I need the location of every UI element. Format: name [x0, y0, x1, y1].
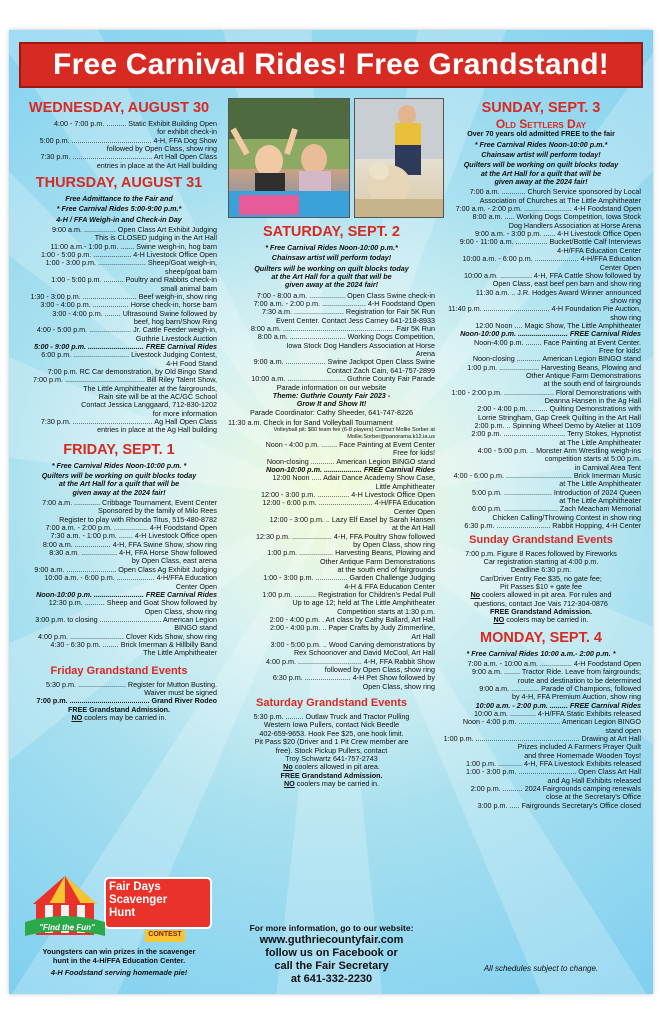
schedule-line: 6:30 p.m. ....................... 4-H Pet Show followed by Open Class, show ring — [272, 673, 435, 691]
parade-theme: Theme: Guthrie County Fair 2023 - Grow It and Show It! — [272, 390, 391, 409]
schedule-line: 1:00 p.m. ................. Harvesting Beans, Plowing and Other Antique Farm Demonstrations at the south end of fairgrounds — [267, 548, 435, 574]
schedule-line: 7:00 a.m. ............. Cribbage Tournament, Event Center Sponsored by the family of Milo Rees Register to play with Rhonda Titus, 515-480-8782 — [42, 498, 217, 524]
sunday-heading: SUNDAY, SEPT. 3 — [481, 100, 601, 116]
volleyball-details: Volleyball pit: $60 team fee (6-8 players) Contact Mollie Sorber at Mollie.Sorber@panorama.k12.ia.us — [273, 427, 435, 441]
coolers-no: NO — [283, 778, 295, 788]
schedule-line: Noon - 4:00 p.m. ..................... American Legion BINGO stand open — [462, 717, 641, 735]
schedule-line: Noon-10:00 p.m. ................... FREE Carnival Rides — [266, 464, 435, 474]
schedule-line: 9:00 a.m. - 3:00 p.m. ...... 4-H Livestock Office Open — [474, 229, 641, 239]
schedule-line: 9:00 a.m. ................ Open Class Art Exhibit Judging This is CLOSED judging in the Art Hall — [52, 225, 217, 243]
contact-info — [228, 923, 435, 986]
scavenger-hunt-info — [21, 947, 217, 977]
day-note: Chainsaw artist will perform today! — [271, 253, 392, 263]
schedule-line: 3:00 - 4:00 p.m. ........ Ultrasound Swine followed by beef, hog barn/Show Ring — [52, 308, 217, 326]
logo-line2: Scavenger — [109, 894, 168, 906]
schedule-line: 3:00 - 4:00 p.m. .................. Horse check-in, horse barn — [40, 300, 217, 310]
schedule-line: 5:00 p.m. ........................................ 4-H, FFA Dog Show followed by Open Class, show ring — [39, 135, 217, 154]
saturday-grandstand-heading: Saturday Grandstand Events — [256, 697, 407, 710]
parade-info: Parade information on our website — [276, 382, 387, 392]
schedule-line: 6:00 p.m. ............................ Livestock Judging Contest, 4-H Food Stand — [41, 350, 217, 368]
wednesday-heading: WEDNESDAY, AUGUST 30 — [28, 100, 210, 116]
schedule-line: 7:00 p.m. ........................................ Bill Riley Talent Show, The Little Amphitheater at the fairgrounds, Rain site will be at the AC/GC School Contact Jessica Langgaard, 712-830-1202 for more information — [32, 375, 217, 418]
schedule-line: 10:00 a.m. - 6:00 p.m. ...................... 4-H/FFA Education Center Open — [462, 254, 641, 272]
schedule-line: 7:00 a.m. - 2:00 p.m. ........................ 4-H Foodstand Open — [455, 204, 641, 214]
schedule-line: 7:00 a.m. - 2:00 p.m. ................. 4-H Foodstand Open — [45, 523, 217, 533]
logo-line1: Fair Days — [109, 881, 161, 893]
schedule-line: 9:00 a.m. .................... Swine Jackpot Open Class Swine Contact Zach Cain, 641-757-2899 — [253, 357, 435, 375]
schedule-line: 4:00 - 5:00 p.m. .. Monster Arm Wrestling weigh-ins competition starts at 5:00 p.m. in Carnival Area Tent — [477, 446, 641, 472]
schedule-line: 1:00 - 3:00 p.m. ............................. Open Class Art Hall and Ag Hall Exhibits released — [466, 767, 641, 785]
schedule-line: 5:00 p.m. ........................ Introduction of 2024 Queen at The Little Amphitheater — [472, 487, 641, 506]
coolers-note — [21, 714, 217, 722]
schedule-line: 4:00 - 6:00 p.m. ................................. Brick Imerman Music at The Little Amphitheater — [453, 471, 641, 489]
thursday-heading: THURSDAY, AUGUST 31 — [35, 175, 203, 192]
column-middle — [228, 222, 435, 788]
carnival-ride-photo-icon — [229, 99, 349, 217]
schedule-line: 3:00 p.m. ..... Fairgrounds Secretary's Office closed — [477, 800, 641, 810]
banner-title: Free Carnival Rides! Free Grandstand! — [53, 48, 609, 81]
day-note: * Free Carnival Rides Noon-10:00 p.m.* — [265, 243, 398, 252]
schedule-line: 7:00 a.m. - 10:00 a.m. ................ 4-H Foodstand Open — [467, 658, 641, 668]
info-line: For more information, go to our website: — [249, 923, 414, 933]
grandstand-admission: FREE Grandstand Admission. — [280, 770, 383, 780]
schedule-line: 7:00 p.m. RC Car demonstration, by Old Bingo Stand — [47, 366, 217, 376]
schedule-line: 11:30 a.m. Check in for Sand Volleyball Tournament — [228, 417, 393, 427]
header-banner — [19, 42, 643, 88]
schedule-line: 9:00 a.m. .............. Parade of Champions, followed by 4-H, FFA Premium Auction, show ring — [479, 683, 641, 702]
schedule-line: 12:30 p.m. .................... 4-H, FFA Poultry Show followed by Open Class, show ring — [256, 531, 435, 549]
schedule-line: 1:30 - 3:00 p.m. ........................... Beef weigh-in, show ring — [30, 291, 217, 301]
schedule-line: 2:00 - 4:00 p.m. . Art class by Cathy Ballard, Art Hall — [269, 615, 435, 625]
coolers-text: coolers may be carried in. — [504, 615, 589, 625]
schedule-line: 12:00 Noon ..... Adair Dance Academy Show Case, Little Amphitheater — [272, 473, 435, 491]
column-left — [21, 98, 217, 722]
schedule-line: 8:30 a.m. .................. 4-H, FFA Horse Show followed by Open Class, east arena — [49, 548, 217, 566]
website-link[interactable]: www.guthriecountyfair.com — [259, 934, 404, 946]
schedule-line: 8:00 a.m. .................. 4-H, FFA Swine Show, show ring — [42, 539, 217, 549]
schedule-line: 5:30 p.m. ......... Outlaw Truck and Tractor Pulling Western Iowa Pullers, contact Nick Beedle 402-659-9653. Hook Fee $25, one hook limit. Pit Pass $20 (Driver and 1 Pit Crew member are free). Stock Pickup Pullers, contact Troy Schwartz 641-757-2743 — [253, 712, 410, 763]
schedule-line: 6:30 p.m. ........................... Rabbit Hopping, 4-H Center — [464, 521, 641, 531]
schedule-line: 12:00 - 3:00 p.m. ................ 4-H Livestock Office Open — [260, 489, 435, 499]
schedule-line: Noon-10:00 p.m. ......................... FREE Carnival Rides — [460, 329, 641, 339]
facebook-line: follow us on Facebook or — [265, 947, 398, 959]
carnival-ride-photo — [228, 98, 350, 218]
logo-ribbon: "Find the Fun" — [39, 923, 95, 932]
logo-contest: CONTEST — [148, 931, 182, 938]
schedule-line: 1:00 - 5:00 p.m. ................... 4-H Livestock Office Open — [40, 250, 217, 260]
parade-coordinator: Parade Coordinator: Cathy Sheeder, 641-747-8226 — [249, 407, 414, 417]
day-note: Quilters will be working on quilt blocks today at the Art Hall for a quilt that will be given away at the 2024 fair! — [41, 471, 197, 497]
day-note: * Free Carnival Rides 5:00-9:00 p.m.* — [56, 204, 182, 214]
foodstand-text: 4-H Foodstand serving homemade pie! — [50, 968, 188, 977]
schedule-line: Noon-10:00 p.m. ......................... FREE Carnival Rides — [36, 589, 217, 599]
schedule-line: Noon-closing ............ American Legion BINGO stand — [472, 354, 641, 364]
day-note: Over 70 years old admitted FREE to the fair — [467, 129, 615, 139]
saturday-heading: SATURDAY, SEPT. 2 — [263, 224, 400, 240]
day-note: * Free Carnival Rides Noon-10:00 p.m.* — [474, 139, 608, 149]
coolers-note — [441, 591, 641, 608]
schedule-line: 10:00 a.m. ............................. Guthrie County Fair Parade — [251, 374, 435, 384]
schedule-line: 10:00 a.m. ............. 4-H/FFA Static Exhibits released — [474, 709, 641, 718]
grandstand-admission: FREE Grandstand Admission. — [68, 704, 170, 714]
schedule-line: 9:00 - 11:00 a.m. ................ Bucket/Bottle Calf Interviews 4-H/FFA Education Center — [459, 237, 641, 255]
coolers-text: coolers allowed in pit area. — [292, 762, 380, 772]
schedule-line: 7:00 a.m. - 2:00 p.m. ...................... 4-H Foodstand Open — [253, 299, 435, 309]
schedule-line: 5:00 - 9:00 p.m. ............................ FREE Carnival Rides — [34, 341, 217, 351]
schedule-line: Noon - 4:00 p.m. ........ Face Painting at Event Center Free for kids! — [265, 439, 435, 458]
day-note: Quilters will be working on quilt blocks today at the Art Hall for a quilt that will be given away at the 2024 fair! — [254, 263, 409, 290]
schedule-line: 2:00 p.m. .. Spinning Wheel Demo by Atelier at 1109 — [474, 421, 641, 431]
column-right — [441, 98, 641, 810]
day-note: * Free Carnival Rides 10:00 a.m.- 2:00 p.m. * — [466, 648, 616, 658]
coolers-no: No — [283, 762, 293, 772]
schedule-line: 5:30 p.m. ........................ Register for Mutton Busting. Waiver must be signed — [46, 679, 217, 697]
schedule-disclaimer: All schedules subject to change. — [483, 964, 599, 973]
coolers-no: NO — [71, 712, 83, 722]
schedule-line: 11:40 p.m. ................................. 4-H Foundation Pie Auction, show ring — [448, 304, 641, 322]
schedule-line: 12:30 p.m. .......... Sheep and Goat Show followed by Open Class, show ring — [48, 598, 217, 616]
schedule-line: 3:00 p.m. to closing ............................... American Legion BINGO stand — [35, 614, 217, 633]
schedule-line: 4:30 - 6:30 p.m. ........ Brick Imerman & Hillbilly Band The Little Amphitheater — [50, 639, 217, 658]
schedule-line: 7:30 p.m. ........................................ Art Hall Open Class entries in place at the Art Hall building — [40, 152, 217, 170]
schedule-line: 8:00 a.m. ............................ Working Dogs Competition, Iowa Stock Dog Handlers Association at Horse Arena — [257, 332, 435, 359]
schedule-line: 7:30 p.m. ........................................ Ag Hall Open Class entries in place at the Ag Hall building — [40, 417, 217, 435]
schedule-line: 3:00 - 5:00 p.m. .. Wood Carving demonstrations by Rex Schoonover and David McCool, Art Hall — [270, 640, 435, 658]
schedule-line: 1:00 - 2:00 p.m. ......................... Floral Demonstrations with Deanna Hansen in the Ag Hall — [451, 387, 641, 405]
day-note: 4-H / FFA Weigh-in and Check-in Day — [56, 214, 182, 224]
friday-heading: FRIDAY, SEPT. 1 — [63, 441, 175, 458]
schedule-line: 7:00 - 8:00 a.m. .................. Open Class Swine check-in — [256, 290, 435, 300]
schedule-line: Noon-4:00 p.m. ........ Face Painting at Event Center. Free for kids! — [474, 337, 641, 355]
schedule-line: 10:00 a.m. - 6:00 p.m. ................... 4-H/FFA Education Center Open — [44, 573, 217, 591]
schedule-line: 6:00 p.m. ........................... Zach Meacham Memorial Chicken Calling/Throwing Contest in show ring — [472, 504, 641, 522]
coolers-text: coolers allowed in pit area. For rules and questions, contact Joe Vais 712-304-0876 — [474, 590, 612, 608]
chainsaw-bear-photo — [354, 98, 444, 218]
scavenger-hunt-text: Youngsters can win prizes in the scavenger hunt in the 4-H/FFA Education Center. — [42, 947, 196, 965]
schedule-line: 1:00 p.m. .................... Harvesting Beans, Plowing and Other Antique Farm Demonstrations at the south end of fairgrounds — [467, 362, 641, 389]
old-settlers-day: Old Settlers Day — [495, 117, 587, 131]
schedule-line: 1:00 p.m. ............ 4-H, FFA Livestock Exhibits released — [466, 759, 641, 769]
scavenger-hunt-logo — [25, 870, 215, 948]
schedule-line: 4:00 - 5:00 p.m. ..................... Jr. Cattle Feeder weigh-in, Guthrie Livestock Auction — [36, 325, 217, 343]
schedule-line: 1:00 p.m. .................................................... Drawing at Art Hall Prizes included A Farmers Prayer Quilt and three Homemade Wooden Toys! — [443, 734, 641, 760]
coolers-no: No — [470, 590, 481, 600]
coolers-note — [441, 616, 641, 624]
schedule-line: 12:00 - 3:00 p.m. .. Lazy Elf Easel by Sarah Hansen at the Art Hall — [269, 514, 435, 533]
schedule-line: 7:00 p.m. Figure 8 Races followed by Fireworks Car registration starting at 4:00 p.m. Deadline 6:30 p.m. Car/Driver Entry Fee $35, no gate fee; Pit Passes $10 + gate fee — [465, 548, 617, 591]
day-note: Quilters will be working on quilt blocks today at the Art Hall for a quilt that will be given away at the 2024 fair! — [463, 160, 619, 187]
friday-grandstand-heading: Friday Grandstand Events — [50, 664, 188, 677]
schedule-line: 11:30 a.m. .. J.R. Hodges Award Winner announced show ring — [475, 287, 641, 305]
schedule-line: 4:00 p.m. ........................... Clover Kids Show, show ring — [38, 631, 217, 641]
schedule-line: 10:00 a.m. - 2:00 p.m. ......... FREE Carnival Rides — [475, 700, 641, 710]
grandstand-admission: FREE Grandstand Admission. — [490, 606, 592, 616]
schedule-line: 12:00 - 6:00 p.m. ........................... 4-H/FFA Education Center Open — [262, 498, 435, 516]
schedule-line: 9:00 a.m. ........ Tractor Ride. Leave from fairgrounds; route and destination to be determined — [472, 667, 641, 685]
schedule-line: Noon-closing ............ American Legion BINGO stand — [266, 456, 435, 466]
schedule-line: 2:00 p.m. .......... 2024 Fairgrounds camping renewals close at the Secretary's Office — [470, 784, 641, 802]
day-note: Chainsaw artist will perform today! — [481, 150, 601, 160]
schedule-line: 1:00 - 5:00 p.m. .......... Poultry and Rabbits check-in small animal barn — [51, 275, 217, 293]
schedule-line: 8:00 a.m. ..... Working Dogs Competition, Iowa Stock Dog Handlers Association at Horse Arena — [472, 212, 641, 230]
schedule-line: 1:00 p.m. ........... Registration for Children's Pedal Pull Up to age 12; held at The Little Amphitheater Competition starts at 1:30 p.m. — [262, 590, 435, 616]
coolers-text: coolers may be carried in. — [294, 778, 380, 788]
monday-heading: MONDAY, SEPT. 4 — [480, 629, 602, 646]
schedule-line: 4:00 p.m. ................................ 4-H, FFA Rabbit Show followed by Open Class, show ring — [266, 656, 435, 675]
chainsaw-bear-photo-icon — [355, 99, 443, 217]
day-note: * Free Carnival Rides Noon-10:00 p.m. * — [51, 460, 187, 470]
call-line: call the Fair Secretary — [274, 960, 389, 972]
logo-line3: Hunt — [109, 907, 136, 919]
fair-schedule-poster — [9, 30, 653, 994]
schedule-line: 2:00 - 4:00 p.m. ......... Quilting Demonstrations with Lorrie Stringham, Gap Creek Quilting in the Art Hall — [477, 404, 641, 422]
coolers-no: NO — [493, 615, 505, 625]
schedule-line: 11:00 a.m.- 1:00 p.m. ....... Swine weigh-in, hog barn — [50, 241, 217, 251]
schedule-line: 2:00 p.m. ............................... Terry Stokes, Hypnotist at The Little Amphitheater — [471, 429, 641, 447]
coolers-note — [228, 780, 435, 788]
schedule-line: 2:00 - 4:00 p.m. .. Paper Crafts by Judy Zimmerline, Art Hall — [270, 623, 435, 641]
schedule-line: 9:00 a.m. ......................... Open Class Ag Exhibit Judging — [34, 564, 217, 574]
schedule-line: 8:00 a.m. ........................................................ Fair 5K Run — [250, 324, 435, 334]
day-note: Free Admittance to the Fair and — [65, 194, 173, 204]
schedule-line: 1:00 - 3:00 p.m. ................ Garden Challenge Judging 4-H & FFA Education Center — [263, 573, 435, 591]
schedule-line: 4:00 - 7:00 p.m. .......... Static Exhibit Building Open for exhibit check-in — [54, 119, 217, 137]
sunday-grandstand-heading: Sunday Grandstand Events — [469, 533, 613, 546]
schedule-line: 10:00 a.m. ................ 4-H, FFA Cattle Show followed by Open Class, east beef pen barn and show ring — [464, 270, 641, 289]
schedule-line: 7:00 a.m. ............ Church Service sponsored by Local Association of Churches at The Little Amphitheater — [469, 187, 641, 205]
phone-number: at 641-332-2230 — [290, 973, 373, 985]
schedule-line: 7:30 a.m. ......................... Registration for Fair 5K Run Event Center. Contact Jess Carney 641-218-8933 — [262, 307, 435, 325]
schedule-line: 7:00 p.m. ........................................ Grand River Rodeo — [36, 696, 217, 706]
schedule-line: 7:30 a.m. - 1:00 p.m. ....... 4-H Livestock Office open — [50, 531, 217, 541]
coolers-text: coolers may be carried in. — [82, 712, 167, 722]
schedule-line: 1:00 - 3:00 p.m. ........................ Sheep/Goat weigh-in, sheep/goat barn — [45, 258, 217, 276]
schedule-line: 12:00 Noon .... Magic Show, The Little Amphitheater — [475, 320, 641, 330]
